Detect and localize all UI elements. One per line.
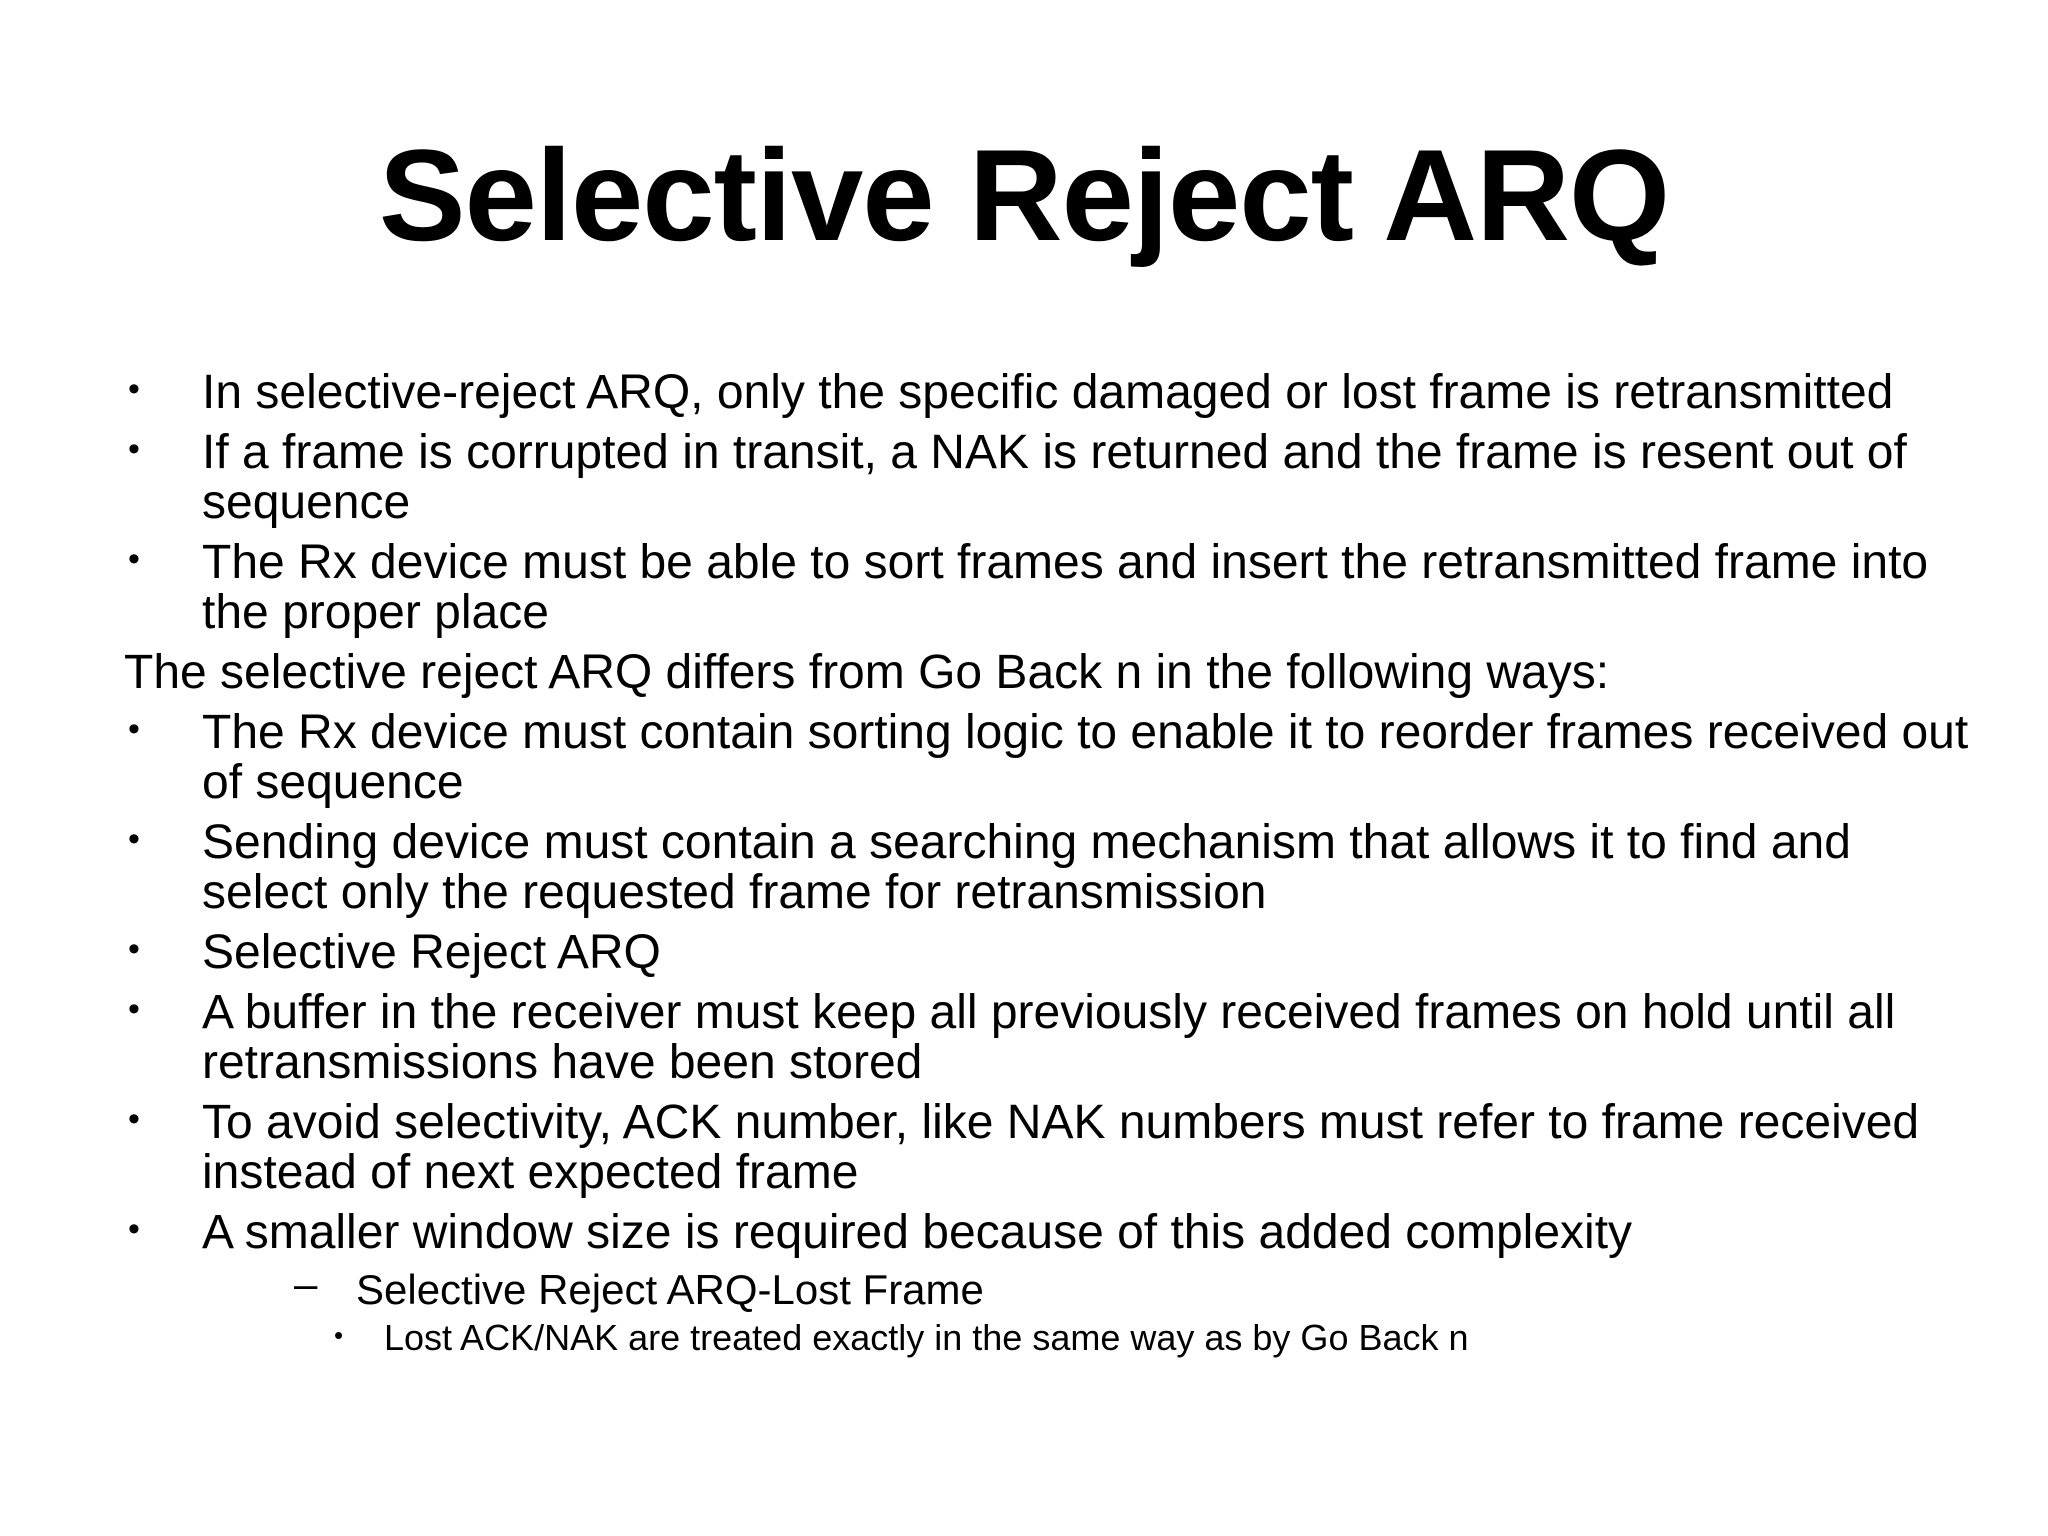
slide-title: Selective Reject ARQ	[378, 122, 1670, 268]
bullet-text: To avoid selectivity, ACK number, like NAK numbers must refer to frame received instead of next expected frame	[202, 1096, 1920, 1199]
intro-line: The selective reject ARQ differs from Go Back n in the following ways:	[124, 646, 1610, 699]
bullet-text: Sending device must contain a searching mechanism that allows it to find and select only the requested frame for retransmission	[202, 816, 1851, 919]
sub-bullet-text: Selective Reject ARQ-Lost Frame	[356, 1266, 984, 1313]
slide-body	[124, 368, 1984, 1358]
sub-bullet-item	[294, 1260, 1984, 1313]
bullet-icon: •	[128, 930, 140, 968]
bullet-icon: •	[128, 1210, 140, 1248]
bullet-icon: •	[128, 1100, 140, 1138]
subsub-bullet-item	[334, 1318, 1984, 1358]
bullet-text: A buffer in the receiver must keep all previously received frames on hold until all retransmissions have been stored	[202, 986, 1896, 1089]
bullet-text: The Rx device must be able to sort frames and insert the retransmitted frame into the proper place	[202, 536, 1929, 639]
bullet-icon: •	[128, 430, 140, 468]
bullet-text: In selective-reject ARQ, only the specific damaged or lost frame is retransmitted	[202, 366, 1894, 419]
bullet-text: If a frame is corrupted in transit, a NAK is returned and the frame is resent out of sequence	[202, 426, 1907, 529]
bullet-text: Selective Reject ARQ	[202, 926, 661, 979]
bullet-icon: •	[334, 1320, 344, 1350]
bullet-item	[124, 368, 1984, 418]
subsub-bullet-text: Lost ACK/NAK are treated exactly in the same way as by Go Back n	[384, 1317, 1469, 1358]
bullet-icon: •	[128, 990, 140, 1028]
bullet-text: The Rx device must contain sorting logic to enable it to reorder frames received out of sequence	[202, 706, 1969, 809]
bullet-item	[124, 538, 1984, 638]
bullet-item	[124, 1208, 1984, 1258]
bullet-item	[124, 1098, 1984, 1198]
bullet-item	[124, 428, 1984, 528]
bullet-icon: •	[128, 370, 140, 408]
bullet-text: A smaller window size is required because of this added complexity	[202, 1206, 1633, 1259]
bullet-item	[124, 818, 1984, 918]
bullet-icon: •	[128, 820, 140, 858]
bullet-icon: •	[128, 540, 140, 578]
bullet-icon: •	[128, 710, 140, 748]
dash-icon: –	[294, 1260, 318, 1307]
bullet-item	[124, 708, 1984, 808]
bullet-item	[124, 928, 1984, 978]
bullet-item	[124, 988, 1984, 1088]
